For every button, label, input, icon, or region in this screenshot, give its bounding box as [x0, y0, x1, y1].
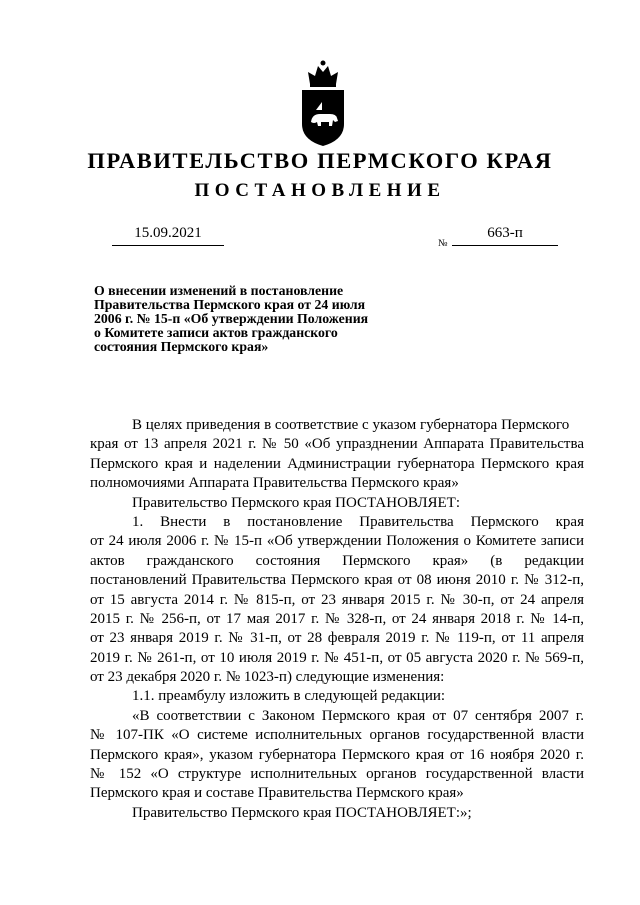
- body-line: от 23 декабря 2020 г. № 1023-п) следующие изменения:: [90, 669, 445, 686]
- subject-line: О внесении изменений в постановление: [94, 283, 344, 298]
- subject-line: о Комитете записи актов гражданского: [94, 325, 338, 340]
- body-line: постановлений Правительства Пермского края от 08 июня 2010 г. № 312-п,: [90, 572, 584, 589]
- body-line: Правительство Пермского края ПОСТАНОВЛЯЕТ:: [132, 494, 461, 511]
- body-line: № 107-ПК «О системе исполнительных органов государственной власти: [90, 727, 584, 744]
- coat-of-arms-emblem: [296, 58, 350, 148]
- body-line: В целях приведения в соответствие с указом губернатора Пермского: [132, 417, 570, 433]
- date-field: [112, 224, 224, 246]
- body-line: Пермского края и наделении Администрации губернатора Пермского края: [90, 455, 584, 472]
- body-line: № 152 «О структуре исполнительных органов государственной власти: [90, 766, 584, 783]
- body-line: от 15 августа 2014 г. № 815-п, от 23 января 2015 г. № 30-п, от 24 апреля: [90, 591, 584, 608]
- body-line: 2019 г. № 261-п, от 10 июля 2019 г. № 451-п, от 05 августа 2020 г. № 569-п,: [90, 649, 584, 666]
- subject-line: Правительства Пермского края от 24 июля: [94, 297, 366, 312]
- document-subject: [94, 284, 424, 354]
- number-field: [452, 224, 558, 246]
- document-body: [90, 416, 584, 823]
- number-prefix: №: [438, 238, 448, 249]
- government-title: ПРАВИТЕЛЬСТВО ПЕРМСКОГО КРАЯ: [87, 148, 553, 173]
- body-line: 1. Внести в постановление Правительства Пермского края: [132, 513, 584, 530]
- date-underline: [112, 242, 224, 246]
- body-line: полномочиями Аппарата Правительства Пермского края»: [90, 475, 459, 492]
- body-line: края от 13 апреля 2021 г. № 50 «Об упразднении Аппарата Правительства: [90, 436, 584, 453]
- subject-line: состояния Пермского края»: [94, 339, 269, 354]
- perm-krai-emblem-icon: [296, 58, 350, 148]
- document-type: ПОСТАНОВЛЕНИЕ: [194, 180, 446, 201]
- body-line: актов гражданского состояния Пермского края» (в редакции: [90, 552, 584, 569]
- body-line: Правительство Пермского края ПОСТАНОВЛЯЕТ:»;: [132, 804, 472, 821]
- document-date: 15.09.2021: [134, 225, 202, 241]
- body-line: Пермского края и составе Правительства Пермского края»: [90, 785, 464, 802]
- document-number: 663-п: [487, 225, 523, 241]
- number-underline: [452, 242, 558, 246]
- body-line: «В соответствии с Законом Пермского края от 07 сентября 2007 г.: [132, 707, 584, 724]
- body-line: от 23 января 2019 г. № 31-п, от 28 февраля 2019 г. № 119-п, от 11 апреля: [90, 630, 584, 647]
- subject-line: 2006 г. № 15-п «Об утверждении Положения: [94, 311, 369, 326]
- body-line: 1.1. преамбулу изложить в следующей редакции:: [132, 688, 446, 705]
- body-line: от 24 июля 2006 г. № 15-п «Об утверждении Положения о Комитете записи: [90, 533, 584, 550]
- body-line: Пермского края», указом губернатора Пермского края от 16 ноября 2020 г.: [90, 746, 584, 763]
- body-line: 2015 г. № 256-п, от 17 мая 2017 г. № 328-п, от 24 января 2018 г. № 14-п,: [90, 610, 584, 627]
